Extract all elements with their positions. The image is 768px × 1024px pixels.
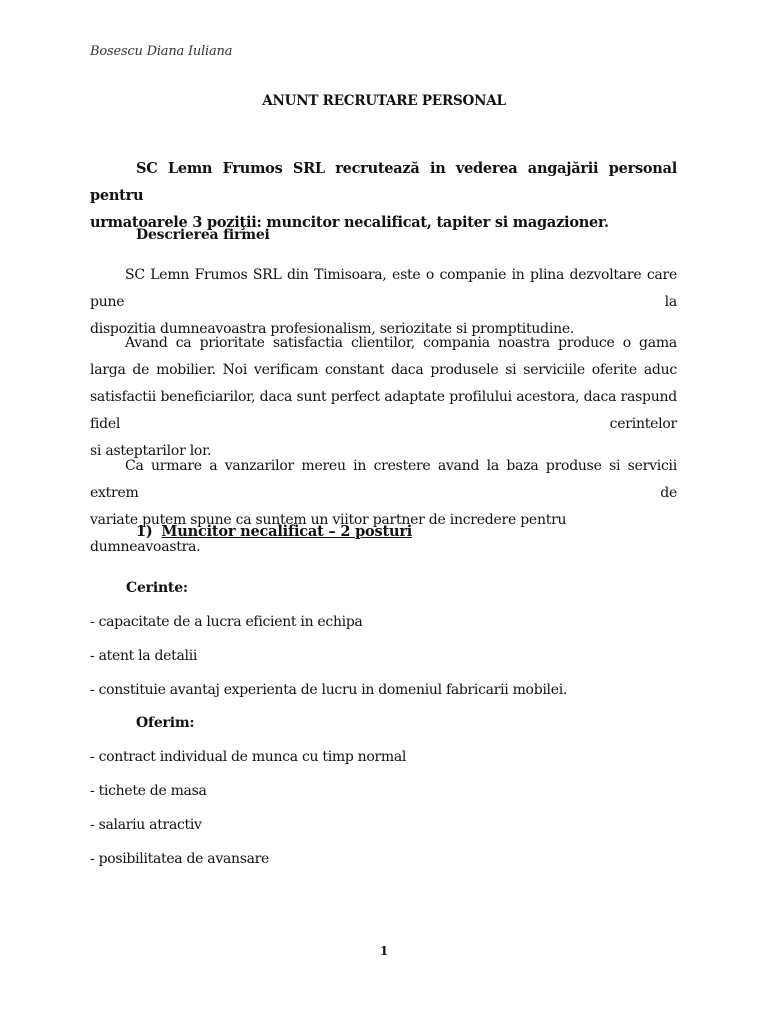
offer-item: - posibilitatea de avansare	[90, 851, 270, 867]
intro-line-1: SC Lemn Frumos SRL recrutează in vederea angajării personal pentru	[90, 160, 677, 204]
offer-heading: Oferim:	[136, 715, 195, 731]
author-name: Bosescu Diana Iuliana	[90, 44, 233, 59]
company-p2-line-1: Avand ca prioritate satisfactia clientilor, compania noastra produce o gama larga de	[90, 335, 677, 378]
page-number: 1	[379, 944, 389, 958]
company-p3-line-1: Ca urmare a vanzarilor mereu in crestere avand la baza produse si servicii extrem de	[90, 458, 677, 501]
intro-line-2: urmatoarele 3 poziţii: muncitor necalificat, tapiter si magazioner.	[90, 214, 609, 231]
requirement-item: - constituie avantaj experienta de lucru in domeniul fabricarii mobilei.	[90, 682, 568, 698]
company-p2-line-4: si asteptarilor lor.	[90, 443, 212, 459]
company-p3-line-2: variate putem spune ca suntem un viitor partner de incredere pentru dumneavoastra.	[90, 512, 567, 555]
position-1-title: Muncitor necalificat – 2 posturi	[161, 523, 413, 540]
company-description-heading: Descrierea firmei	[136, 227, 270, 243]
requirement-item: - capacitate de a lucra eficient in echipa	[90, 614, 363, 630]
document-title: ANUNT RECRUTARE PERSONAL	[262, 93, 506, 109]
company-p2-line-3: beneficiarilor, daca sunt perfect adaptate profilului acestora, daca raspund fidel cerintelor	[90, 389, 677, 432]
company-p1-line-2: dispozitia dumneavoastra profesionalism, seriozitate si promptitudine.	[90, 321, 575, 337]
company-paragraph-2	[90, 330, 677, 465]
company-p1-line-1: SC Lemn Frumos SRL din Timisoara, este o companie in plina dezvoltare care pune la	[90, 267, 677, 310]
requirement-item: - atent la detalii	[90, 648, 198, 664]
offer-item: - tichete de masa	[90, 783, 207, 799]
offer-item: - salariu atractiv	[90, 817, 202, 833]
requirements-heading: Cerinte:	[126, 580, 188, 596]
position-1-heading	[136, 523, 412, 540]
intro-paragraph	[90, 155, 677, 236]
company-p2-line-2: mobilier. Noi verificam constant daca produsele si serviciile oferite aduc satisfactii	[90, 362, 677, 405]
company-paragraph-3	[90, 453, 677, 561]
position-1-number: 1)	[136, 523, 153, 540]
offer-item: - contract individual de munca cu timp normal	[90, 749, 407, 765]
